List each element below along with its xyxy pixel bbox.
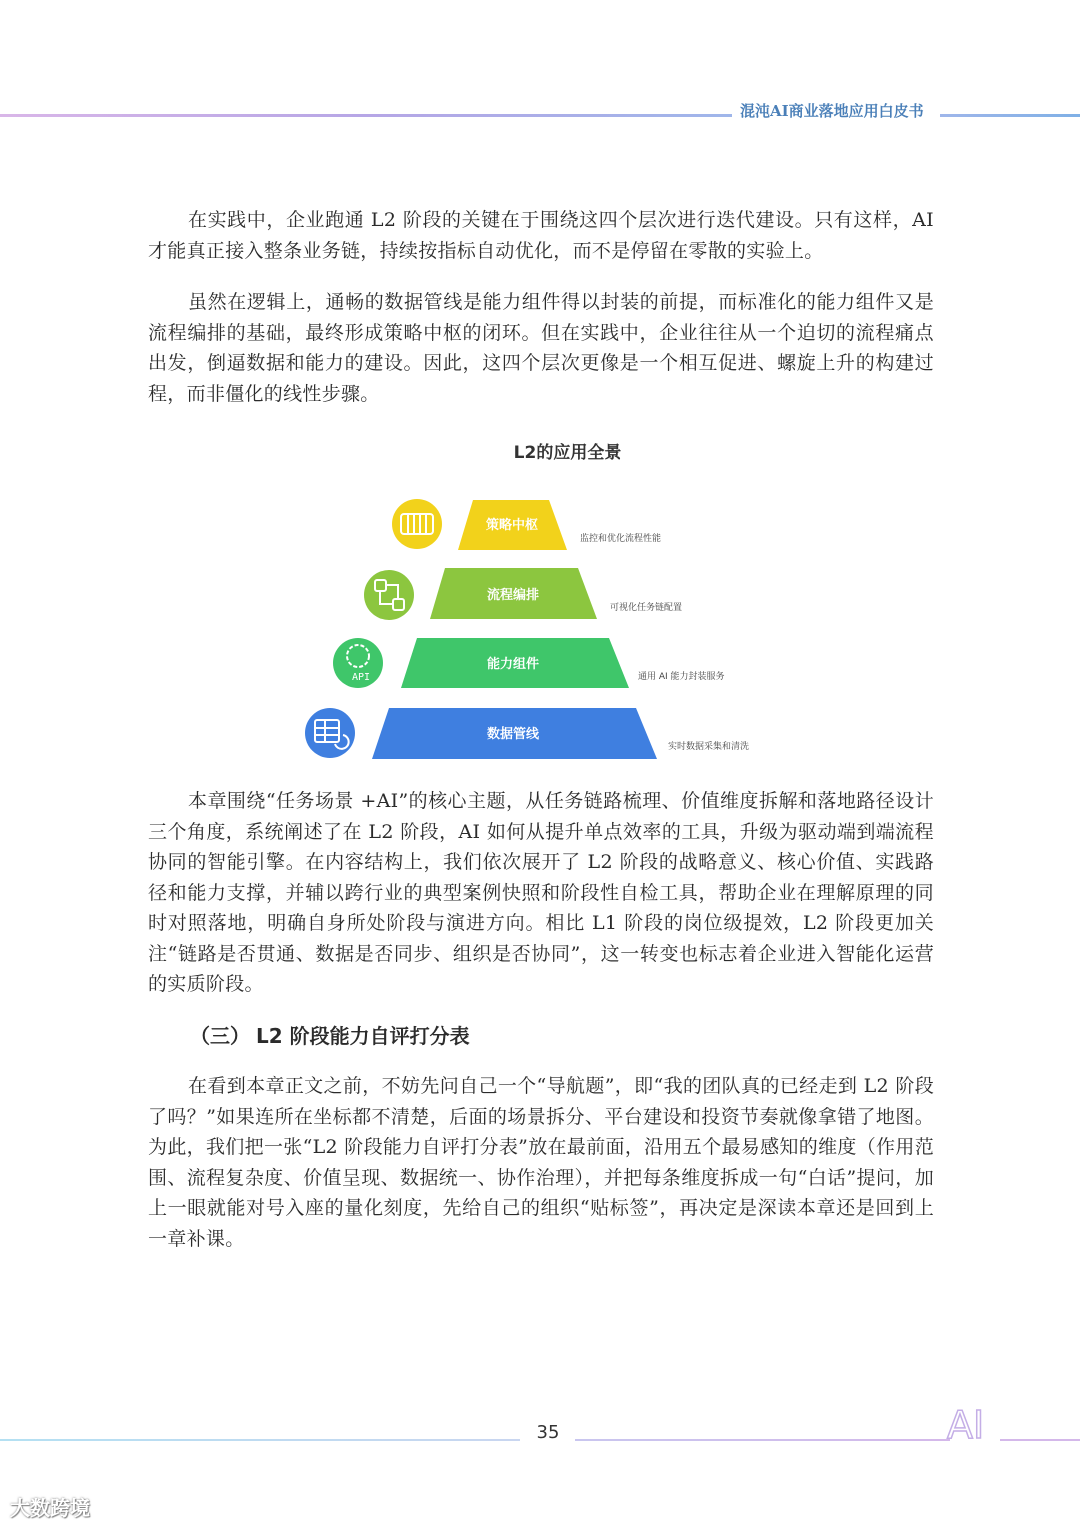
- layer-desc-workflow: 可视化任务链配置: [610, 603, 683, 613]
- layer-desc-strategy: 监控和优化流程性能: [580, 534, 662, 544]
- page-number: 35: [536, 1422, 560, 1443]
- pyramid-layer-workflow: [364, 568, 682, 620]
- header-rule-right: [940, 114, 1080, 117]
- diagram-title: L2的应用全景: [513, 443, 622, 463]
- layer-desc-capability: 通用 AI 能力封装服务: [638, 672, 725, 682]
- api-icon-text: API: [351, 672, 371, 683]
- pyramid-layer-data: [305, 708, 749, 759]
- pyramid-layer-strategy: [392, 499, 661, 550]
- layer-label-data: 数据管线: [486, 727, 540, 742]
- pillars-icon: [392, 499, 442, 549]
- layer-label-workflow: 流程编排: [486, 588, 540, 603]
- paragraph-4: 在看到本章正文之前，不妨先问自己一个“导航题”，即“我的团队真的已经走到 L2 阶段了吗？”如果连所在坐标都不清楚，后面的场景拆分、平台建设和投资节奏就像拿错了地图。为此，我们把一张“L2 阶段能力自评打分表”放在最前面，沿用五个最易感知的维度（作用范围、流程复杂度、价值呈现、数据统一、协作治理），并把每条维度拆成一句“白话”提问，加上一眼就能对号入座的量化刻度，先给自己的组织“贴标签”，再决定是深读本章还是回到上一章补课。: [148, 1075, 934, 1250]
- footer-rule-left: [0, 1439, 520, 1441]
- paragraph-2: 虽然在逻辑上，通畅的数据管线是能力组件得以封装的前提，而标准化的能力组件又是流程编排的基础，最终形成策略中枢的闭环。但在实践中，企业往往从一个迫切的流程痛点出发，倒逼数据和能力的建设。因此，这四个层次更像是一个相互促进、螺旋上升的构建过程，而非僵化的线性步骤。: [148, 291, 934, 405]
- data-sync-icon: [305, 708, 355, 758]
- section-title: L2 阶段能力自评打分表: [256, 1024, 470, 1048]
- section-heading: [190, 1020, 470, 1049]
- pyramid-layer-capability: [333, 638, 725, 688]
- layer-label-capability: 能力组件: [486, 657, 540, 672]
- footer-rule-far: [1000, 1439, 1080, 1441]
- header-title: 混沌AI商业落地应用白皮书: [740, 102, 924, 120]
- ai-logo-text: AI: [947, 1403, 985, 1442]
- section-number: （三）: [190, 1024, 250, 1048]
- layer-desc-data: 实时数据采集和清洗: [668, 742, 750, 752]
- footer-rule-right: [575, 1439, 950, 1441]
- l2-pyramid-diagram: [295, 488, 795, 768]
- header-rule-left: [0, 114, 732, 117]
- watermark: 大数跨境: [10, 1496, 90, 1520]
- ai-logo: [945, 1402, 1005, 1442]
- paragraph-3: 本章围绕“任务场景 +AI”的核心主题，从任务链路梳理、价值维度拆解和落地路径设计三个角度，系统阐述了在 L2 阶段，AI 如何从提升单点效率的工具，升级为驱动端到端流程协同的智能引擎。在内容结构上，我们依次展开了 L2 阶段的战略意义、核心价值、实践路径和能力支撑，并辅以跨行业的典型案例快照和阶段性自检工具，帮助企业在理解原理的同时对照落地，明确自身所处阶段与演进方向。相比 L1 阶段的岗位级提效，L2 阶段更加关注“链路是否贯通、数据是否同步、组织是否协同”，这一转变也标志着企业进入智能化运营的实质阶段。: [148, 790, 934, 995]
- layer-label-strategy: 策略中枢: [485, 518, 539, 533]
- paragraph-1: 在实践中，企业跑通 L2 阶段的关键在于围绕这四个层次进行迭代建设。只有这样，AI 才能真正接入整条业务链，持续按指标自动优化，而不是停留在零散的实验上。: [148, 209, 934, 262]
- workflow-icon: [364, 570, 414, 620]
